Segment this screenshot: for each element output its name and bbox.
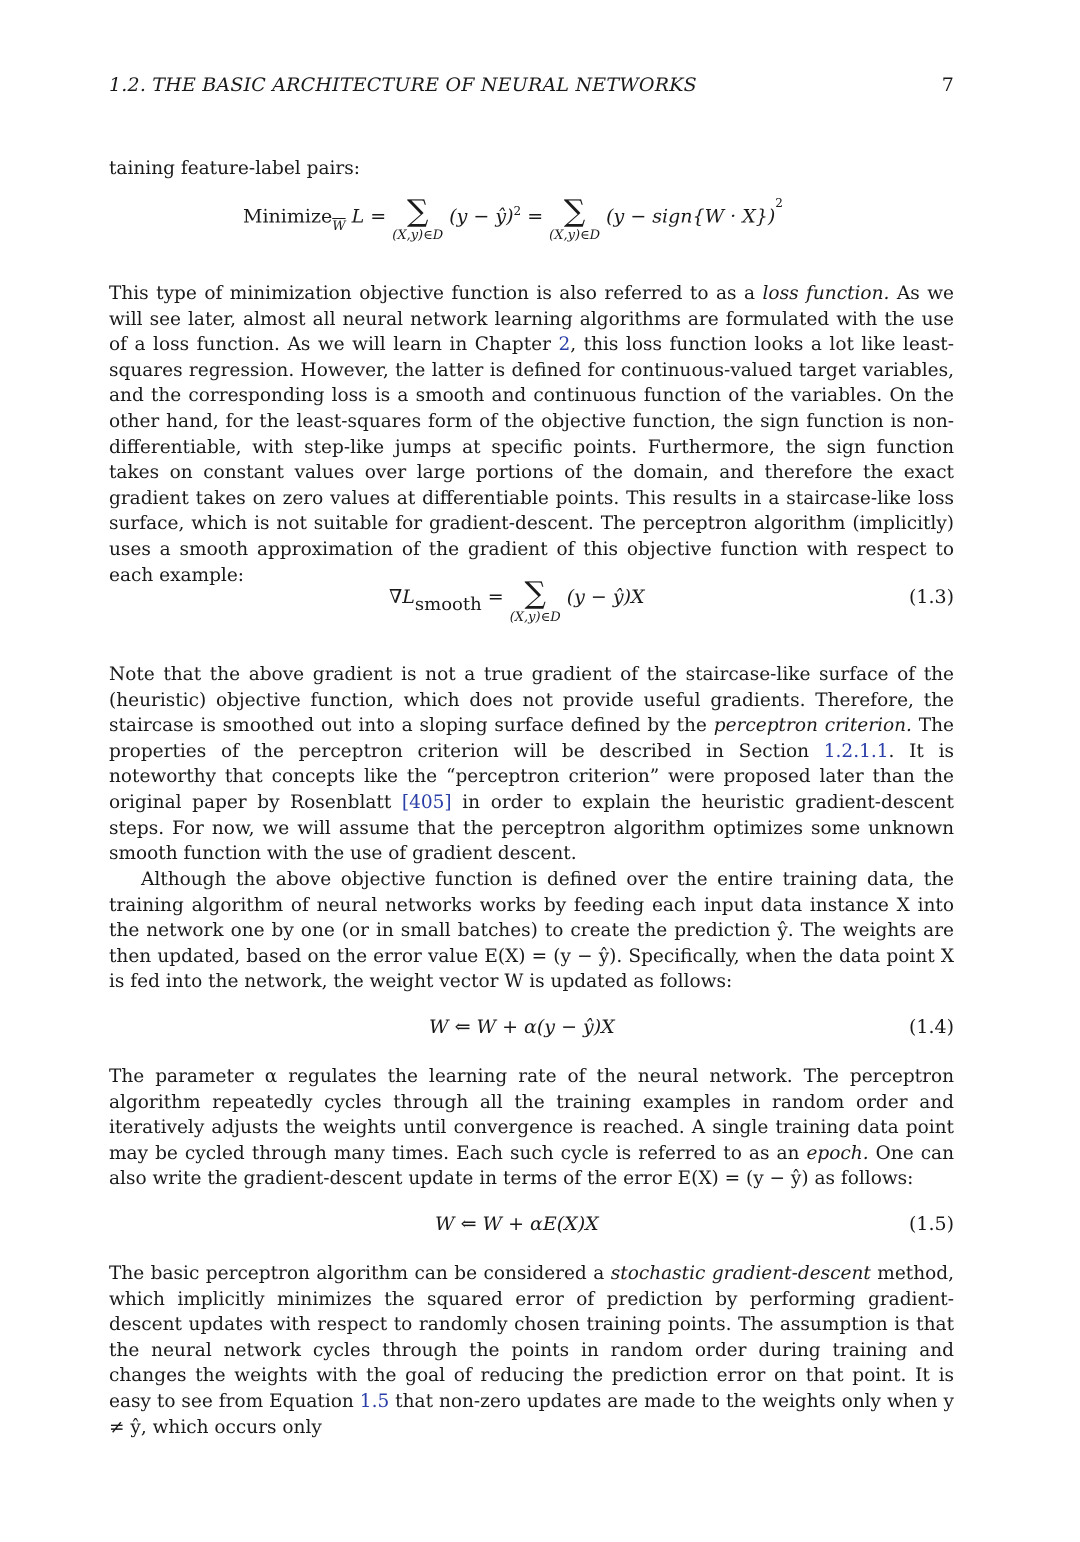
equation-number-1-5: (1.5) [908, 1213, 954, 1235]
eq-minimize-sq2: 2 [775, 196, 783, 210]
para5-emphasis: stochastic gradient-descent [610, 1263, 871, 1284]
para5-text-b: method, which implicitly minimizes the squared error of prediction by performing gradient-descent updates with respect to randomly chosen training points. The assumption is that the neural network cycles through the points in random order during training and changes the weights with the goal of reducing the prediction error on that point. It is easy to see from Equation [109, 1263, 954, 1412]
para1-text-b: As we will see later, almost all neural network learning algorithms are formulated with the use of a loss function. As we will learn in Chapter [109, 283, 954, 356]
equation-ref-link[interactable]: 1.5 [359, 1390, 390, 1412]
para5-text-c: that non-zero updates are made to the weights only when y ≠ ŷ, which occurs only [109, 1390, 955, 1438]
para2-text-c: . It is noteworthy that concepts like the “perceptron criterion” were proposed later than the original paper by Rosenblatt [109, 740, 954, 813]
eq14-body: W ⇐ W + α(y − ŷ)X [429, 1016, 615, 1038]
sum-3-sub: (X,y)∈D [509, 610, 561, 625]
eq13-lhs-sub: smooth [414, 594, 482, 615]
para1-emphasis: loss function. [762, 283, 890, 304]
sum-2: ∑ (X,y)∈D [549, 194, 601, 243]
para2-text-b: The properties of the perceptron criterion will be described in Section [109, 715, 955, 762]
para4-text-b: One can also write the gradient-descent update in terms of the error E(X) = (y − ŷ) as follows: [109, 1142, 954, 1190]
eq13-term: (y − ŷ)X [566, 586, 645, 608]
section-ref-link[interactable]: 1.2.1.1 [823, 740, 889, 762]
section-title: 1.2. THE BASIC ARCHITECTURE OF NEURAL NETWORKS [109, 74, 697, 96]
eq15-body: W ⇐ W + αE(X)X [435, 1213, 599, 1235]
sum-1: ∑ (X,y)∈D [392, 194, 444, 243]
eq13-eq: = [487, 586, 504, 608]
eq-minimize-L: L = [351, 205, 387, 228]
eq-minimize-label: Minimize [243, 205, 333, 228]
page-number: 7 [941, 74, 954, 96]
equation-number-1-4: (1.4) [908, 1016, 954, 1038]
para2-text-d: in order to explain the heuristic gradient-descent steps. For now, we will assume that the perceptron algorithm optimizes some unknown smooth function with the use of gradient descent. [109, 791, 954, 865]
para1-text-a: This type of minimization objective function is also referred to as a [109, 283, 763, 304]
paragraph-5 [109, 1261, 954, 1440]
sum-3: ∑ (X,y)∈D [509, 576, 561, 625]
eq-minimize-term2: (y − sign{W · X}) [606, 205, 776, 228]
equation-number-1-3: (1.3) [908, 586, 954, 608]
para5-text-a: The basic perceptron algorithm can be considered a [109, 1263, 611, 1284]
eq-minimize-term1: (y − ŷ) [449, 205, 514, 228]
paragraph-2 [109, 662, 954, 867]
para2-text-a: Note that the above gradient is not a true gradient of the staircase-like surface of the (heuristic) objective function, which does not provide useful gradients. Therefore, the staircase is smoothed out into a sloping surface defined by the [109, 664, 954, 737]
intro-line: taining feature-label pairs: [109, 158, 360, 179]
paragraph-4 [109, 1064, 954, 1192]
paragraph-3: Although the above objective function is defined over the entire training data, the training algorithm of neural networks works by feeding each input data instance X into the network one by one (or in small batches) to create the prediction ŷ. The weights are then updated, based on the error value E(X) = (y − ŷ). Specifically, when the data point X is fed into the network, the weight vector W is updated as follows: [109, 869, 954, 993]
running-header [109, 74, 954, 100]
para4-emphasis: epoch. [806, 1142, 869, 1164]
paragraph-1 [109, 281, 954, 588]
chapter-ref-link[interactable]: 2 [558, 334, 571, 356]
eq-minimize-sub: W [332, 219, 346, 235]
para2-emphasis: perceptron criterion. [713, 715, 912, 737]
para1-text-c: , this loss function looks a lot like least-squares regression. However, the latter is defined for continuous-valued target variables, and the corresponding loss is a smooth and continuous function of the variables. On the other hand, for the least-squares form of the objective function, the sign function is non-differentiable, with step-like jumps at specific points. Furthermore, the sign function takes on constant values over large portions of the domain, and therefore the exact gradient takes on zero values at differentiable points. This results in a staircase-like loss surface, which is not suitable for gradient-descent. The perceptron algorithm (implicitly) uses a smooth approximation of the gradient of this objective function with respect to each example: [109, 334, 954, 586]
eq-minimize-sq1: 2 [513, 204, 522, 218]
equation-minimize [109, 194, 954, 249]
sum-1-sub: (X,y)∈D [392, 228, 444, 243]
sum-2-sub: (X,y)∈D [549, 228, 601, 243]
eq13-lhs: ∇L [389, 586, 415, 608]
citation-link[interactable]: [405] [401, 791, 452, 813]
eq-minimize-eq: = [527, 205, 544, 228]
para4-text-a: The parameter α regulates the learning rate of the neural network. The perceptron algorithm repeatedly cycles through all the training examples in random order and iteratively adjusts the weights until convergence is reached. A single training data point may be cycled through many times. Each such cycle is referred to as an [109, 1066, 954, 1164]
